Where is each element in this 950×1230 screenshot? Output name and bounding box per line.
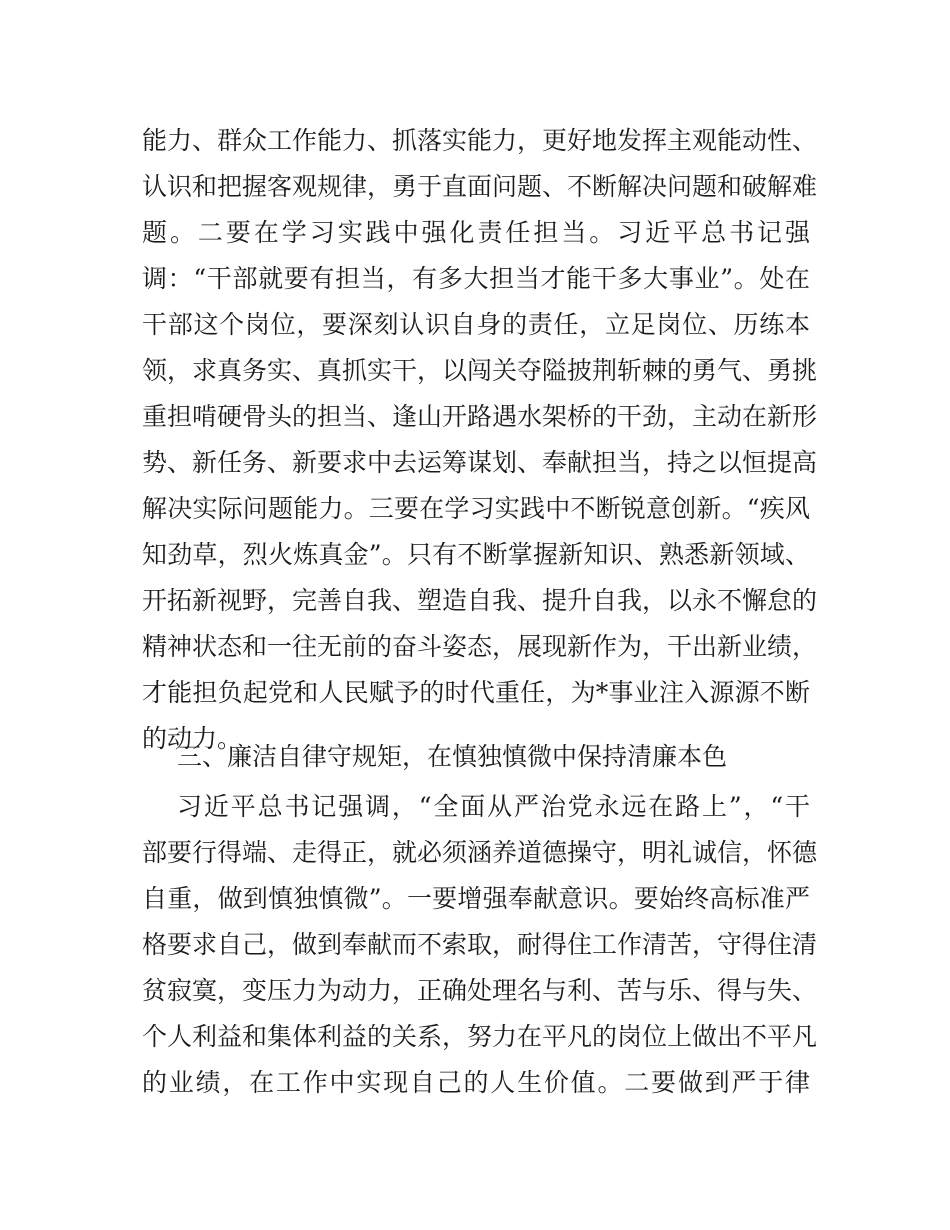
body-paragraph-2 [142, 784, 818, 1106]
paragraph-line: 能力、群众工作能力、抓落实能力，更好地发挥主观能动性、 [142, 126, 818, 155]
paragraph-line: 解决实际问题能力。三要在学习实践中不断锐意创新。“疾风 [142, 494, 810, 523]
paragraph-line: 开拓新视野，完善自我、塑造自我、提升自我，以永不懈怠的 [142, 586, 818, 615]
paragraph-line: 部要行得端、走得正，就必须涵养道德操守，明礼诚信，怀德 [142, 838, 818, 867]
paragraph-line: 自重，做到慎独慎微”。一要增强奉献意识。要始终高标准严 [142, 884, 810, 913]
paragraph-line: 的业绩，在工作中实现自己的人生价值。二要做到严于律 [142, 1068, 810, 1097]
paragraph-line: 题。二要在学习实践中强化责任担当。习近平总书记强 [142, 218, 810, 247]
paragraph-line: 干部这个岗位，要深刻认识自身的责任，立足岗位、历练本 [142, 310, 810, 339]
paragraph-line: 格要求自己，做到奉献而不索取，耐得住工作清苦，守得住清 [142, 930, 818, 959]
paragraph-line: 才能担负起党和人民赋予的时代重任，为*事业注入源源不断 [142, 678, 810, 707]
paragraph-line: 知劲草，烈火炼真金”。只有不断掌握新知识、熟悉新领域、 [142, 540, 810, 569]
paragraph-line: 调：“干部就要有担当，有多大担当才能干多大事业”。处在 [142, 264, 810, 293]
paragraph-line: 贫寂寞，变压力为动力，正确处理名与利、苦与乐、得与失、 [142, 976, 818, 1005]
section-heading: 三、廉洁自律守规矩，在慎独慎微中保持清廉本色 [177, 742, 728, 771]
paragraph-line: 势、新任务、新要求中去运筹谋划、奉献担当，持之以恒提高 [142, 448, 818, 477]
body-paragraph-1 [142, 118, 818, 762]
paragraph-line: 精神状态和一往无前的奋斗姿态，展现新作为，干出新业绩， [142, 632, 818, 661]
paragraph-line: 个人利益和集体利益的关系，努力在平凡的岗位上做出不平凡 [142, 1022, 818, 1051]
paragraph-line: 重担啃硬骨头的担当、逢山开路遇水架桥的干劲，主动在新形 [142, 402, 818, 431]
paragraph-line: 的动力。 [142, 724, 243, 753]
paragraph-line: 领，求真务实、真抓实干，以闯关夺隘披荆斩棘的勇气、勇挑 [142, 356, 818, 385]
paragraph-line: 认识和把握客观规律，勇于直面问题、不断解决问题和破解难 [142, 172, 818, 201]
paragraph-line: 习近平总书记强调，“全面从严治党永远在路上”，“干 [177, 792, 810, 821]
